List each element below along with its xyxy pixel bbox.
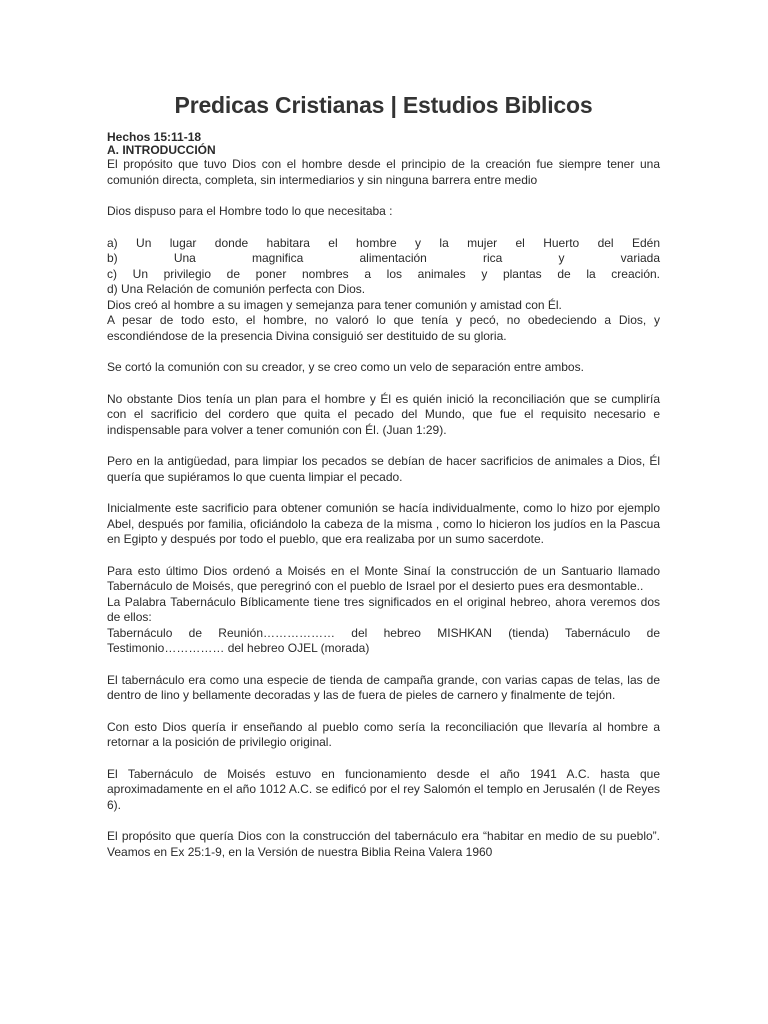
list-item: d) Una Relación de comunión perfecta con Dios. — [107, 282, 366, 296]
paragraph: Con esto Dios quería ir enseñando al pueblo como sería la reconciliación que llevaría al hombre a retornar a la posición de privilegio original. — [107, 719, 660, 749]
paragraph: A pesar de todo esto, el hombre, no valoró lo que tenía y pecó, no obedeciendo a Dios, y escondiéndose de la presencia Divina consiguió ser destituido de su gloria. — [107, 313, 660, 343]
paragraph: La Palabra Tabernáculo Bíblicamente tiene tres significados en el original hebreo, ahora veremos dos de ellos: — [107, 594, 660, 624]
document-title: Predicas Cristianas | Estudios Biblicos — [174, 92, 593, 118]
paragraph: Pero en la antigüedad, para limpiar los pecados se debían de hacer sacrificios de animales a Dios, Él quería que supiéramos lo que cuenta limpiar el pecado. — [107, 454, 660, 484]
paragraph: El tabernáculo era como una especie de tienda de campaña grande, con varias capas de telas, las de dentro de lino y bellamente decoradas y las de fuera de pieles de carnero y finalmente de tejón. — [107, 672, 660, 702]
paragraph: Dios dispuso para el Hombre todo lo que necesitaba : — [107, 204, 393, 218]
paragraph: Dios creó al hombre a su imagen y semejanza para tener comunión y amistad con Él. — [107, 297, 562, 312]
paragraph: El Tabernáculo de Moisés estuvo en funcionamiento desde el año 1941 A.C. hasta que aproximadamente en el año 1012 A.C. se edificó por el rey Salomón el templo en Jerusalén (I de Reyes 6). — [107, 766, 660, 812]
list-item: b) Una magnifica alimentación rica y variada — [107, 251, 660, 265]
section-heading: A. INTRODUCCIÓN — [107, 143, 216, 157]
scripture-reference: Hechos 15:11-18 — [107, 130, 202, 144]
paragraph: El propósito que tuvo Dios con el hombre desde el principio de la creación fue siempre tener una comunión directa, completa, sin intermediarios y sin ninguna barrera entre medio — [107, 157, 660, 187]
list-item: c) Un privilegio de poner nombres a los animales y plantas de la creación. — [107, 266, 660, 281]
paragraph: El propósito que quería Dios con la construcción del tabernáculo era “habitar en medio de su pueblo”. Veamos en Ex 25:1-9, en la Versión de nuestra Biblia Reina Valera 1960 — [107, 829, 660, 859]
paragraph: Inicialmente este sacrificio para obtener comunión se hacía individualmente, como lo hizo por ejemplo Abel, después por familia, oficiándolo la cabeza de la misma , como lo hicieron los judíos en la Pascua en Egipto y después por todo el pueblo, que era realizaba por un sumo sacerdote. — [107, 501, 660, 546]
paragraph: Se cortó la comunión con su creador, y se creo como un velo de separación entre ambos. — [107, 360, 584, 374]
paragraph: Tabernáculo de Reunión……………… del hebreo MISHKAN (tienda) Tabernáculo de Testimonio…………… del hebreo OJEL (morada) — [107, 625, 660, 655]
document-page — [107, 92, 660, 860]
list-item: a) Un lugar donde habitara el hombre y la mujer el Huerto del Edén — [107, 235, 660, 250]
provisions-list — [107, 236, 660, 298]
paragraph: No obstante Dios tenía un plan para el hombre y Él es quién inició la reconciliación que se cumpliría con el sacrificio del cordero que quita el pecado del Mundo, que fue el requisito necesario e indispensable para volver a tener comunión con Él. (Juan 1:29). — [107, 391, 660, 437]
paragraph: Para esto último Dios ordenó a Moisés en el Monte Sinaí la construcción de un Santuario llamado Tabernáculo de Moisés, que peregrinó con el pueblo de Israel por el desierto pues era desmontable.. — [107, 563, 660, 593]
